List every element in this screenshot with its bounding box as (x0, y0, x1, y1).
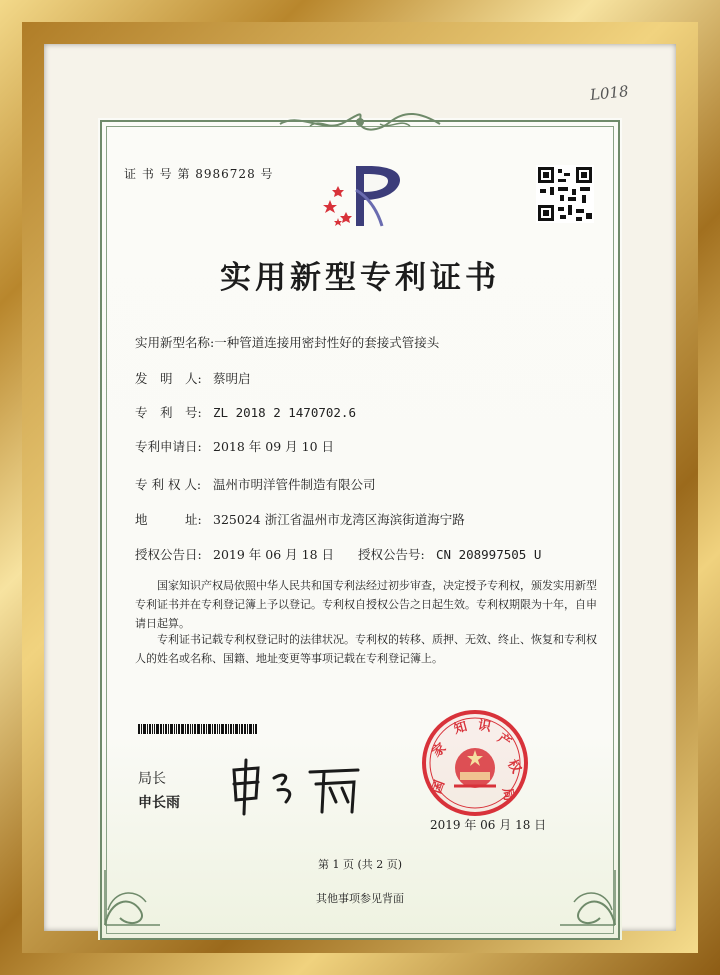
seal-date: 2019 年 06 月 18 日 (430, 818, 547, 832)
top-ornament (270, 110, 450, 136)
director-signature (228, 758, 368, 818)
field-value: CN 208997505 U (436, 547, 542, 562)
field-label: 授权公告号: (358, 547, 425, 562)
field-label: 实用新型名称: (135, 335, 215, 350)
grant-paragraph: 国家知识产权局依照中华人民共和国专利法经过初步审查，决定授予专利权，颁发实用新型专利证书并在专利登记簿上予以登记。专利权自授权公告之日起生效。专利权期限为十年，自申请日起算。 (135, 579, 597, 630)
field-value: 2019 年 06 月 18 日 (213, 547, 334, 562)
certificate-title: 实用新型专利证书 (220, 260, 500, 296)
legal-status-paragraph: 专利证书记载专利权登记时的法律状况。专利权的转移、质押、无效、终止、恢复和专利权人的姓名或名称、国籍、地址变更等事项记载在专利登记簿上。 (135, 633, 597, 665)
svg-text:家: 家 (429, 740, 450, 761)
svg-text:产: 产 (494, 730, 514, 751)
field-value: 2018 年 09 月 10 日 (213, 439, 334, 454)
director-title: 局长 (138, 771, 166, 787)
field-announcement (135, 545, 334, 563)
seal-text (420, 708, 530, 818)
certificate-number: 证 书 号 第 8986728 号 (124, 167, 274, 181)
svg-text:知: 知 (452, 719, 469, 738)
field-patent-number (135, 403, 356, 421)
field-label: 专 利 号: (135, 405, 202, 420)
field-label: 专利申请日: (135, 439, 202, 454)
director-name: 申长雨 (138, 795, 180, 811)
field-value: 蔡明启 (213, 371, 251, 386)
handwritten-note: L018 (589, 82, 630, 104)
svg-text:国: 国 (429, 778, 449, 796)
bottom-left-ornament (100, 840, 190, 930)
page-info: 第 1 页 (共 2 页) (317, 858, 403, 871)
svg-text:识: 识 (476, 718, 493, 736)
field-address (135, 510, 465, 528)
field-label: 地 址: (135, 512, 202, 527)
field-value: 325024 浙江省温州市龙湾区海滨街道海宁路 (213, 512, 465, 527)
svg-text:权: 权 (504, 757, 524, 777)
field-patentee (135, 475, 376, 493)
patent-office-logo-icon (316, 160, 408, 232)
svg-text:局: 局 (499, 786, 517, 803)
field-announcement-number (358, 545, 541, 563)
qr-code-icon (536, 165, 594, 223)
bottom-right-ornament (530, 840, 620, 930)
field-label: 专 利 权 人: (135, 477, 202, 492)
field-value: 温州市明洋管件制造有限公司 (213, 477, 376, 492)
field-inventor (135, 369, 251, 387)
field-label: 发 明 人: (135, 371, 202, 386)
field-utility-model-name (135, 333, 439, 351)
barcode (138, 724, 314, 734)
field-value: ZL 2018 2 1470702.6 (213, 405, 356, 420)
field-application-date (135, 437, 334, 455)
field-label: 授权公告日: (135, 547, 202, 562)
field-value: 一种管道连接用密封性好的套接式管接头 (214, 335, 440, 350)
footer-note: 其他事项参见背面 (316, 892, 404, 905)
